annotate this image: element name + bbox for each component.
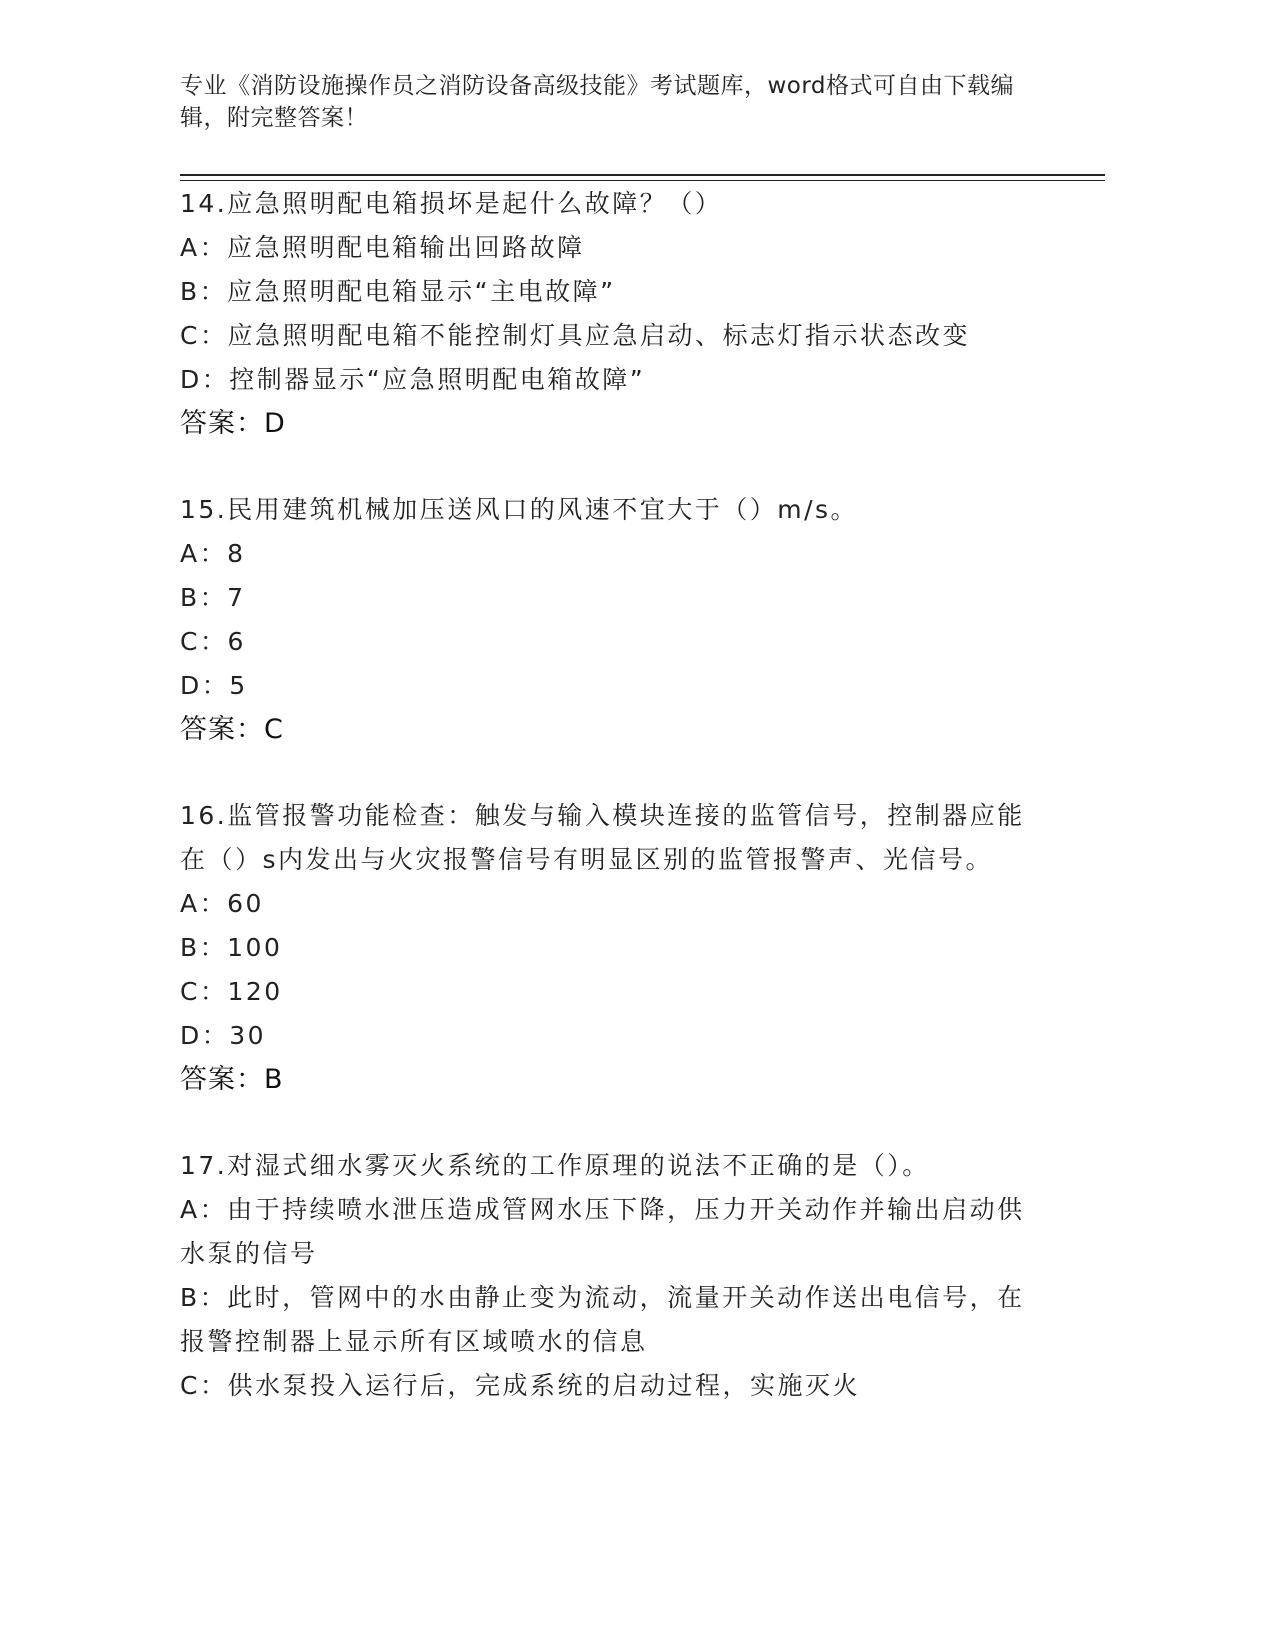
question-stem: 15.民用建筑机械加压送风口的风速不宜大于（）m/s。	[180, 495, 859, 524]
question-16	[180, 794, 1040, 1102]
question-stem: 14.应急照明配电箱损坏是起什么故障？（）	[180, 189, 723, 218]
option-c: C：6	[180, 627, 246, 656]
option-b: B：7	[180, 583, 246, 612]
question-list	[180, 182, 1040, 1450]
option-b-line-2: 报警控制器上显示所有区域喷水的信息	[180, 1327, 648, 1356]
option-c: C：供水泵投入运行后，完成系统的启动过程，实施灭火	[180, 1371, 860, 1400]
option-b: B：应急照明配电箱显示“主电故障”	[180, 277, 616, 306]
answer-line: 答案：B	[180, 1064, 284, 1095]
header-divider-thin	[180, 180, 1105, 181]
option-b: B：100	[180, 933, 283, 962]
option-d: D：控制器显示“应急照明配电箱故障”	[180, 365, 646, 394]
option-a: A：8	[180, 539, 246, 568]
option-c: C：应急照明配电箱不能控制灯具应急启动、标志灯指示状态改变	[180, 321, 970, 350]
answer-line: 答案：C	[180, 714, 284, 745]
option-a: A：60	[180, 889, 264, 918]
answer-line: 答案：D	[180, 408, 286, 439]
question-stem: 17.对湿式细水雾灭火系统的工作原理的说法不正确的是（）。	[180, 1151, 930, 1180]
question-17	[180, 1144, 1040, 1408]
option-a-line-1: A：由于持续喷水泄压造成管网水压下降，压力开关动作并输出启动供	[180, 1195, 1025, 1224]
header-divider-thick	[180, 174, 1105, 176]
question-15	[180, 488, 1040, 752]
option-d: D：30	[180, 1021, 267, 1050]
option-a-line-2: 水泵的信号	[180, 1239, 318, 1268]
document-header	[180, 70, 1040, 134]
option-a: A：应急照明配电箱输出回路故障	[180, 233, 585, 262]
option-d: D：5	[180, 671, 248, 700]
question-14	[180, 182, 1040, 446]
option-c: C：120	[180, 977, 283, 1006]
header-line-1: 专业《消防设施操作员之消防设备高级技能》考试题库，word格式可自由下载编	[180, 73, 1015, 99]
question-stem-line-2: 在（）s内发出与火灾报警信号有明显区别的监管报警声、光信号。	[180, 845, 994, 874]
header-line-2: 辑，附完整答案！	[180, 105, 368, 131]
question-stem-line-1: 16.监管报警功能检查：触发与输入模块连接的监管信号，控制器应能	[180, 801, 1025, 830]
option-b-line-1: B：此时，管网中的水由静止变为流动，流量开关动作送出电信号，在	[180, 1283, 1025, 1312]
